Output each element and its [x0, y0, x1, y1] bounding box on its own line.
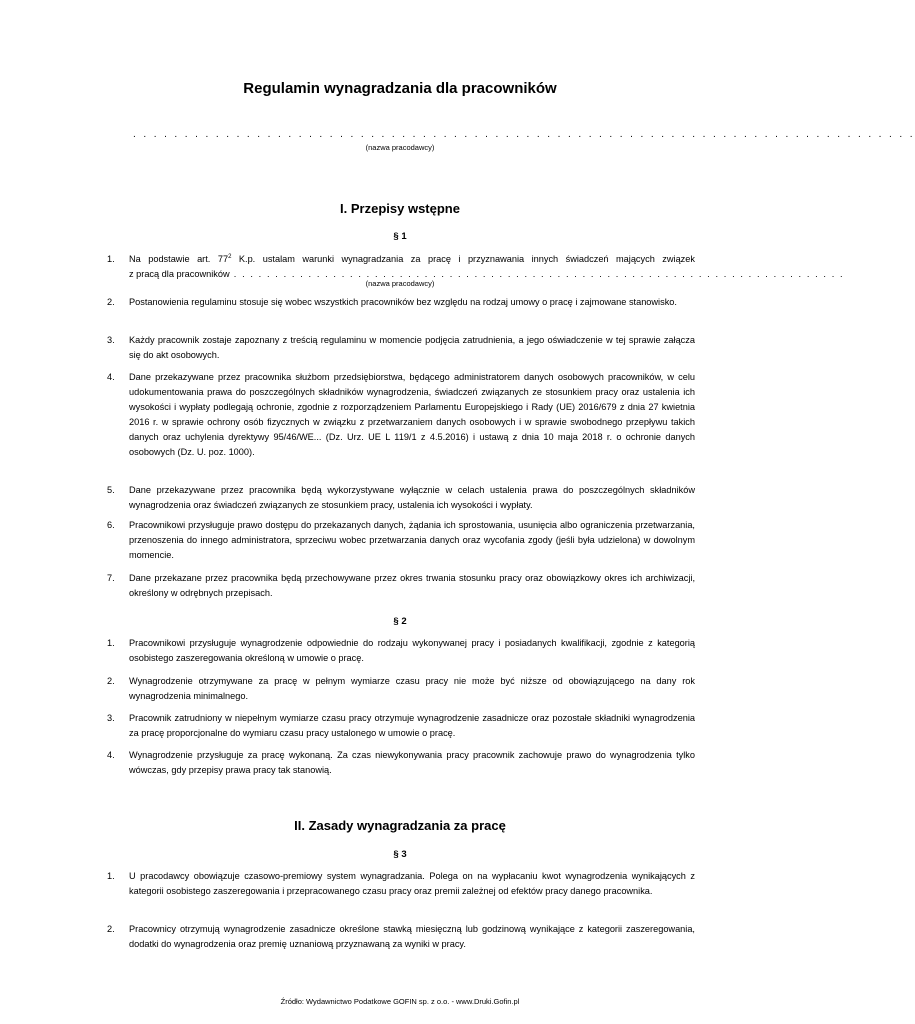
item-number: 4. — [107, 750, 115, 760]
item-text-part: Na podstawie art. 77 — [129, 254, 229, 264]
item-text: Pracownikowi przysługuje prawo dostępu do przekazanych danych, żądania ich sprostowania, usunięcia albo ograniczenia przetwarzania, przenoszenia do innego administratora, sprzeciwu wobec przetwarzania danych oraz wycofania zgody (jeśli była udzielona) w dowolnym momencie. — [129, 520, 695, 560]
item-number: 1. — [107, 254, 115, 264]
employer-name-caption: (nazwa pracodawcy) — [365, 143, 435, 152]
item-text: U pracodawcy obowiązuje czasowo-premiowy system wynagradzania. Polega on na wypłacaniu kwot wynagrodzenia wynikających z kategorii osobistego zaszeregowania i przepracowanego czasu pracy oraz premii zależnej od efektów pracy danego pracownika. — [129, 871, 695, 896]
employer-name-field: . . . . . . . . . . . . . . . . . . . . . . . . . . . . . . . . . . . . . . . . . . . . . . . . . . . . . . . . . . . . . . . . . . . . . . . . . . . . — [133, 129, 915, 140]
employer-name-field: . . . . . . . . . . . . . . . . . . . . . . . . . . . . . . . . . . . . . . . . . . . . . . . . . . . . . . . . . . . . . . . . . . . . . . . . . . — [229, 269, 845, 279]
item-number: 2. — [107, 676, 115, 686]
item-text: Pracownik zatrudniony w niepełnym wymiarze czasu pracy otrzymuje wynagrodzenie zasadnicze oraz pozostałe składniki wynagrodzenia za pracę proporcjonalne do wymiaru czasu pracy ustalonego w umowie o pracę. — [129, 713, 695, 738]
paragraph-sign-2: § 2 — [393, 616, 407, 627]
section-title-2: II. Zasady wynagradzania za pracę — [294, 818, 506, 833]
source-footer: Źródło: Wydawnictwo Podatkowe GOFIN sp. z o.o. - www.Druki.Gofin.pl — [280, 997, 520, 1006]
item-text: Wynagrodzenie otrzymywane za pracę w pełnym wymiarze czasu pracy nie może być niższe od obowiązującego na dany rok wynagrodzenia minimalnego. — [129, 676, 695, 701]
item-text-part: z pracą dla pracowników — [129, 269, 230, 279]
item-number: 5. — [107, 485, 115, 495]
item-number: 1. — [107, 871, 115, 881]
document-title: Regulamin wynagradzania dla pracowników — [243, 80, 557, 97]
section-title-1: I. Przepisy wstępne — [340, 201, 460, 216]
employer-name-caption: (nazwa pracodawcy) — [365, 279, 435, 288]
item-text — [129, 252, 845, 282]
item-text: Dane przekazane przez pracownika będą przechowywane przez okres trwania stosunku pracy oraz obowiązkowy okres ich archiwizacji, określony w odrębnych przepisach. — [129, 573, 695, 598]
item-number: 2. — [107, 297, 115, 307]
item-text: Pracownicy otrzymują wynagrodzenie zasadnicze określone stawką miesięczną lub godzinową wynikające z kategorii zaszeregowania, dodatki do wynagrodzenia oraz premię uznaniową przyznawaną za wyniki w pracy. — [129, 924, 695, 949]
item-number: 6. — [107, 520, 115, 530]
item-number: 7. — [107, 573, 115, 583]
item-text: Dane przekazywane przez pracownika będą wykorzystywane wyłącznie w celach ustalenia prawa do poszczególnych składników wynagrodzenia oraz świadczeń związanych ze stosunkiem pracy, ustalenia ich wysokości i wypłaty. — [129, 485, 695, 510]
item-number: 2. — [107, 924, 115, 934]
item-text: Wynagrodzenie przysługuje za pracę wykonaną. Za czas niewykonywania pracy pracownik zachowuje prawo do wynagrodzenia tylko wówczas, gdy przepisy prawa pracy tak stanowią. — [129, 750, 695, 775]
item-number: 3. — [107, 335, 115, 345]
item-text: Dane przekazywane przez pracownika służbom przedsiębiorstwa, będącego administratorem danych osobowych pracowników, w celu udokumentowania prawa do poszczególnych składników wynagrodzenia, świadczeń związanych ze stosunkiem pracy oraz ustalenia ich wysokości i wypłaty podlegają ochronie, zgodnie z rozporządzeniem Parlamentu Europejskiego i Rady (UE) 2016/679 z dnia 27 kwietnia 2016 r. w sprawie ochrony osób fizycznych w związku z przetwarzaniem danych osobowych i w sprawie swobodnego przepływu takich danych oraz uchylenia dyrektywy 95/46/WE... (Dz. Urz. UE L 119/1 z 4.5.2016) i ustawą z dnia 10 maja 2018 r. o ochronie danych osobowych (Dz. U. poz. 1000). — [129, 372, 695, 457]
item-number: 1. — [107, 638, 115, 648]
item-number: 3. — [107, 713, 115, 723]
item-text: Pracownikowi przysługuje wynagrodzenie odpowiednie do rodzaju wykonywanej pracy i posiadanych kwalifikacji, zgodnie z kategorią osobistego zaszeregowania określoną w umowie o pracę. — [129, 638, 695, 663]
item-text: Każdy pracownik zostaje zapoznany z treścią regulaminu w momencie podjęcia zatrudnienia, a jego oświadczenie w tej sprawie załącza się do akt osobowych. — [129, 335, 695, 360]
superscript: 2 — [228, 253, 232, 260]
item-number: 4. — [107, 372, 115, 382]
paragraph-sign-3: § 3 — [393, 849, 407, 860]
item-text: Postanowienia regulaminu stosuje się wobec wszystkich pracowników bez względu na rodzaj umowy o pracę i zajmowane stanowisko. — [129, 297, 677, 307]
item-text-part: K.p. ustalam warunki wynagradzania za pracę i przyznawania innych świadczeń mających związek — [231, 254, 695, 264]
paragraph-sign-1: § 1 — [393, 231, 407, 242]
